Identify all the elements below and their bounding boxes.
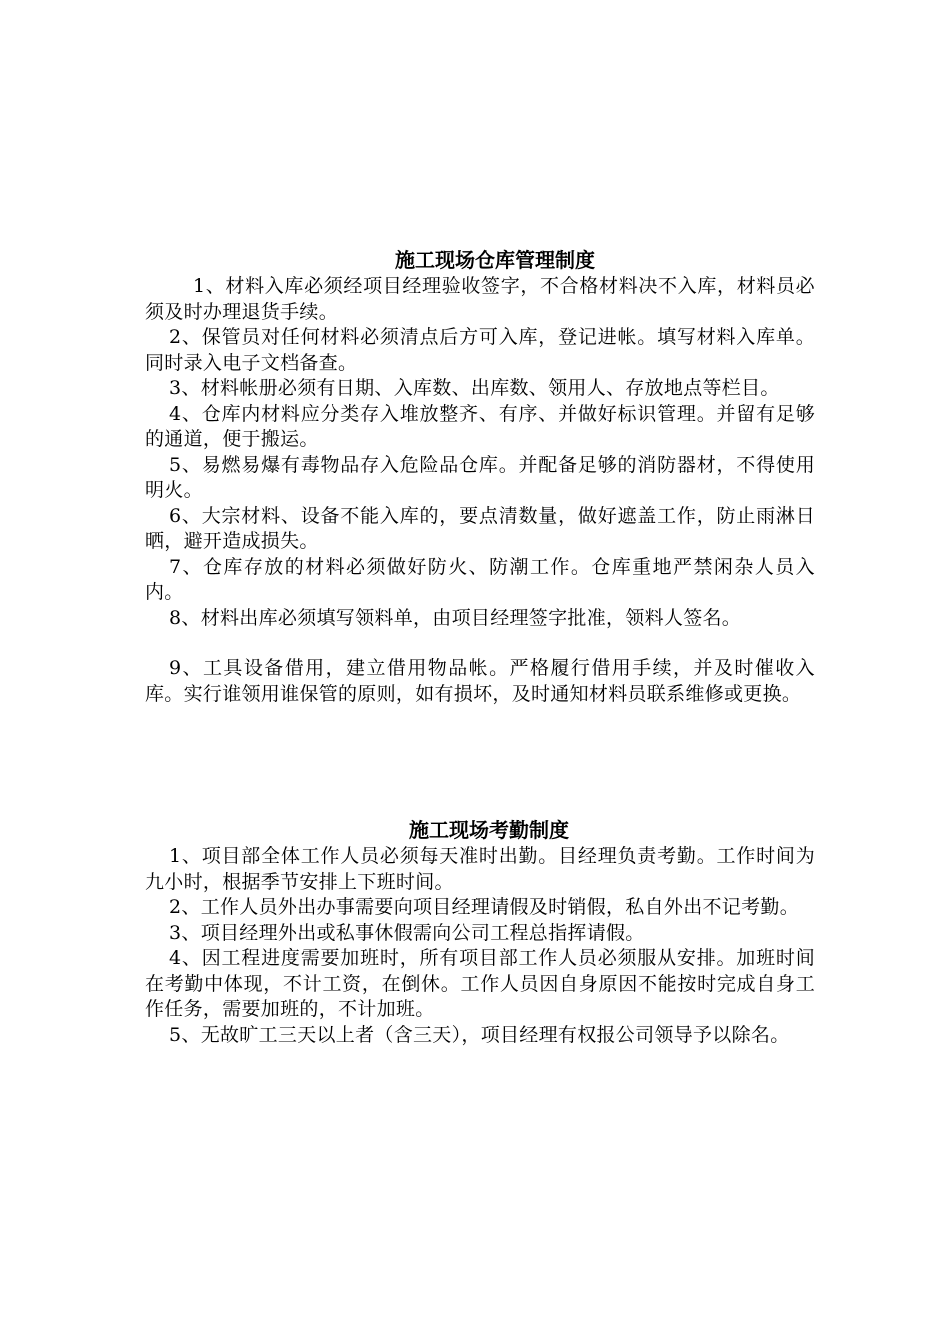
rule-item: 3、材料帐册必须有日期、入库数、出库数、领用人、存放地点等栏目。 [169, 377, 780, 399]
rule-item: 7、仓库存放的材料必须做好防火、防潮工作。仓库重地严禁闲杂人员入内。 [145, 555, 815, 603]
rule-item: 1、材料入库必须经项目经理验收签字，不合格材料决不入库，材料员必须及时办理退货手续。 [145, 275, 815, 323]
section-title: 施工现场考勤制度 [409, 818, 569, 842]
rule-item: 2、工作人员外出办事需要向项目经理请假及时销假，私自外出不记考勤。 [169, 896, 799, 918]
rule-item: 9、工具设备借用，建立借用物品帐。严格履行借用手续，并及时催收入库。实行谁领用谁保管的原则，如有损坏，及时通知材料员联系维修或更换。 [145, 657, 815, 705]
rule-item: 1、项目部全体工作人员必须每天准时出勤。目经理负责考勤。工作时间为九小时，根据季节安排上下班时间。 [145, 845, 815, 893]
rules-list [145, 274, 815, 707]
rules-list [145, 844, 815, 1048]
rule-item: 5、无故旷工三天以上者（含三天），项目经理有权报公司领导予以除名。 [169, 1023, 790, 1046]
rule-item: 6、大宗材料、设备不能入库的，要点清数量，做好遮盖工作，防止雨淋日晒，避开造成损失。 [145, 504, 815, 552]
section-title: 施工现场仓库管理制度 [395, 248, 595, 272]
rule-item: 3、项目经理外出或私事休假需向公司工程总指挥请假。 [169, 921, 645, 944]
warehouse-management-section [145, 246, 815, 707]
rule-item: 4、因工程进度需要加班时，所有项目部工作人员必须服从安排。加班时间在考勤中体现，不计工资，在倒休。工作人员因自身原因不能按时完成自身工作任务，需要加班的，不计加班。 [145, 947, 815, 1020]
rule-item: 4、仓库内材料应分类存入堆放整齐、有序、并做好标识管理。并留有足够的通道，便于搬运。 [145, 402, 815, 450]
attendance-section [145, 816, 815, 1048]
rule-item: 2、保管员对任何材料必须清点后方可入库，登记进帐。填写材料入库单。同时录入电子文档备查。 [145, 326, 815, 374]
rule-item: 5、易燃易爆有毒物品存入危险品仓库。并配备足够的消防器材，不得使用明火。 [145, 453, 815, 501]
rule-item: 8、材料出库必须填写领料单，由项目经理签字批准，领料人签名。 [169, 606, 742, 629]
